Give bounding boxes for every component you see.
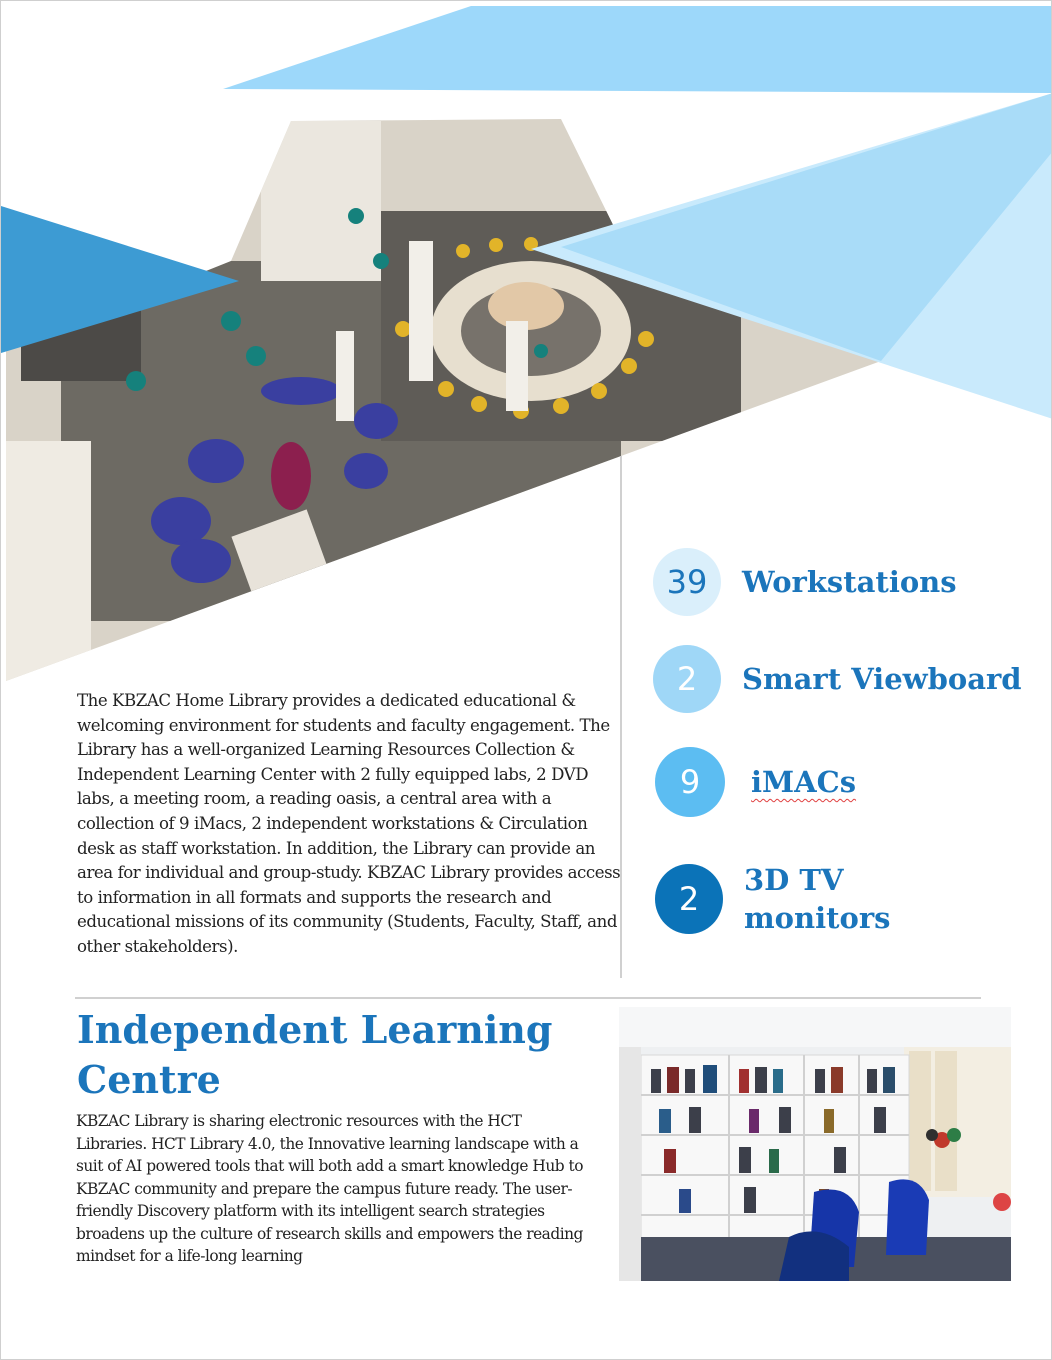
stat-label-line2: monitors (744, 901, 891, 935)
stat-circle: 9 (655, 747, 725, 817)
stat-workstations (653, 548, 957, 616)
section-title-line2: Centre (77, 1057, 221, 1102)
intro-paragraph: The KBZAC Home Library provides a dedicated educational & welcoming environment for students and faculty engagement. The Library has a well-organized Learning Resources Collection & Independent Learning Center with 2 fully equipped labs, 2 DVD labs, a meeting room, a reading oasis, a central area with a collection of 9 iMacs, 2 independent workstations & Circulation desk as staff workstation. In addition, the Library can provide an area for individual and group-study. KBZAC Library provides access to information in all formats and supports the research and educational missions of its community (Students, Faculty, Staff, and other stakeholders). (77, 691, 621, 956)
stat-circle: 2 (655, 864, 723, 934)
horizontal-divider (75, 997, 981, 999)
stat-label-line1: 3D TV (744, 863, 844, 897)
stat-circle: 2 (653, 645, 721, 713)
stat-label: iMACs (751, 765, 857, 799)
section-title (77, 1005, 617, 1105)
stat-3d-tv (655, 861, 890, 937)
stat-label: Workstations (742, 565, 957, 599)
section-body: KBZAC Library is sharing electronic resources with the HCT Libraries. HCT Library 4.0, the Innovative learning landscape with a suit of AI powered tools that will both add a smart knowledge Hub to KBZAC community and prepare the campus future ready. The user-friendly Discovery platform with its intelligent search strategies broadens up the culture of research skills and empowers the reading mindset for a life-long learning (76, 1112, 583, 1265)
section-title-line1: Independent Learning (77, 1007, 553, 1052)
stat-circle: 39 (653, 548, 721, 616)
stat-label: Smart Viewboard (742, 662, 1022, 696)
stat-label (744, 861, 890, 937)
stat-smart-viewboard (653, 645, 1022, 713)
stat-imacs (655, 747, 856, 817)
library-bookshelves-image (619, 1007, 1011, 1281)
